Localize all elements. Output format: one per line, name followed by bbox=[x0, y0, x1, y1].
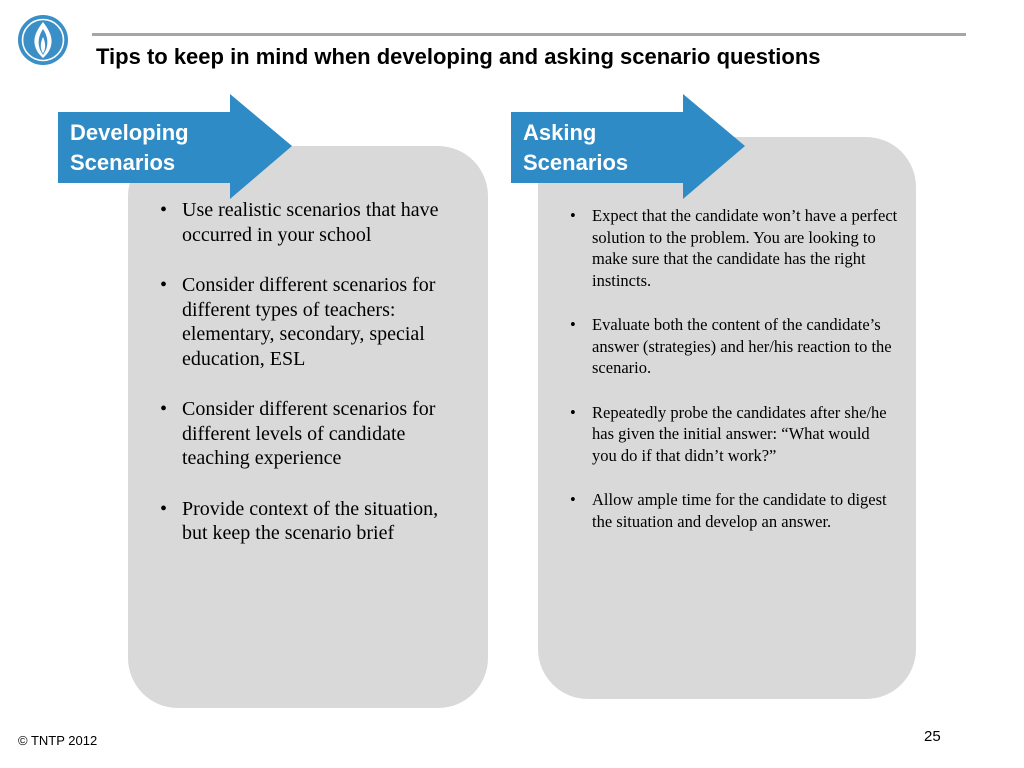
developing-label-line1: Developing bbox=[70, 120, 189, 145]
asking-tips-list bbox=[568, 205, 898, 555]
title-divider bbox=[92, 33, 966, 36]
asking-label-line2: Scenarios bbox=[523, 150, 629, 175]
asking-label-line1: Asking bbox=[523, 120, 597, 145]
asking-tip: • Repeatedly probe the candidates after she/he has given the initial answer: “What would you do if that didn’t work?” bbox=[568, 402, 898, 467]
developing-tips-list bbox=[158, 198, 458, 572]
developing-label bbox=[70, 118, 230, 178]
developing-label-line2: Scenarios bbox=[70, 150, 176, 175]
developing-tip: • Consider different scenarios for different types of teachers: elementary, secondary, special education, ESL bbox=[158, 273, 458, 371]
flame-logo-icon bbox=[16, 13, 70, 67]
developing-tip: • Use realistic scenarios that have occurred in your school bbox=[158, 198, 458, 247]
asking-tip: • Expect that the candidate won’t have a perfect solution to the problem. You are looking to make sure that the candidate has the right instincts. bbox=[568, 205, 898, 291]
asking-tip: • Evaluate both the content of the candidate’s answer (strategies) and her/his reaction to the scenario. bbox=[568, 314, 898, 379]
developing-tip: • Consider different scenarios for different levels of candidate teaching experience bbox=[158, 397, 458, 471]
developing-tip: • Provide context of the situation, but keep the scenario brief bbox=[158, 497, 458, 546]
copyright-notice: © TNTP 2012 bbox=[18, 733, 98, 748]
asking-tip: • Allow ample time for the candidate to digest the situation and develop an answer. bbox=[568, 489, 898, 532]
slide-title: Tips to keep in mind when developing and asking scenario questions bbox=[96, 44, 821, 69]
page-number: 25 bbox=[924, 728, 941, 745]
asking-label bbox=[523, 118, 683, 178]
